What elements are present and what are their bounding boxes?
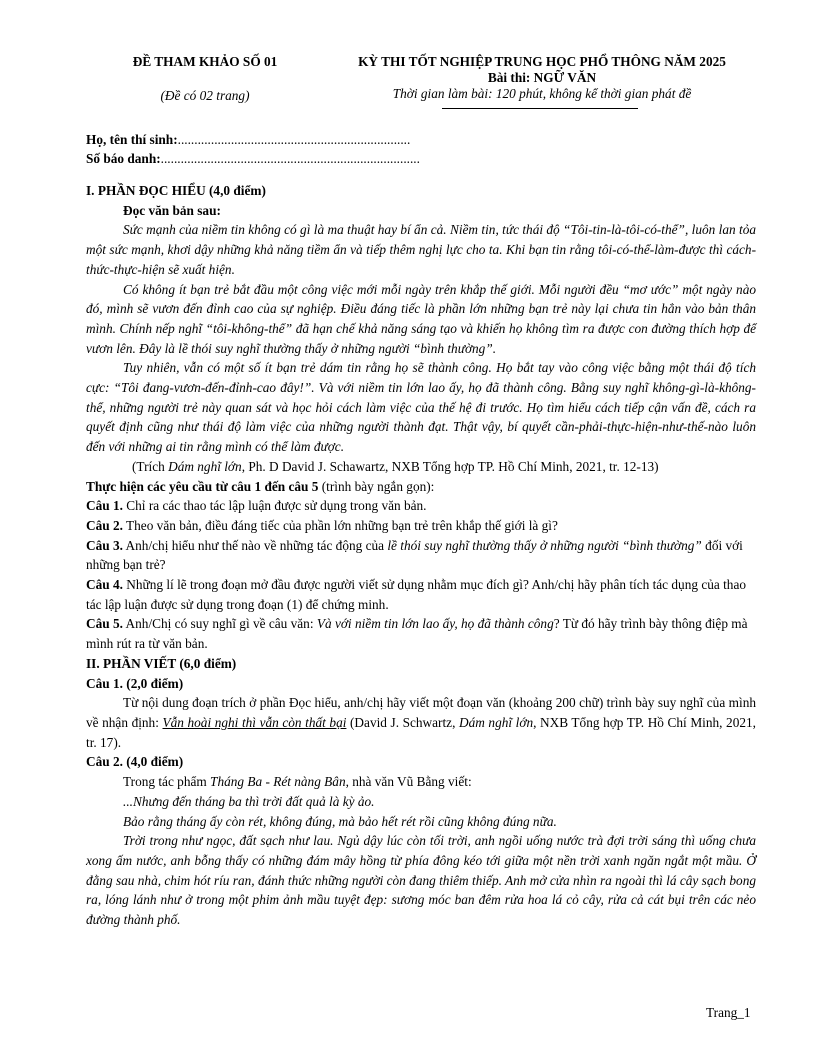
essay-2-work-title: Tháng Ba - Rét nàng Bân [210, 774, 346, 790]
question-5-text: Anh/Chị có suy nghĩ gì về câu văn: [122, 616, 317, 632]
excerpt-paragraph-3: Trời trong như ngọc, đất sạch như lau. Ngủ dậy lúc còn tối trời, anh ngồi uống nước trà đợi trời sáng thì uống chưa xong ấm nước, anh bỗng thấy có những đám mây hồng từ phía đông kéo tới giữa một nền trời xanh ngăn ngắt một mầu. Ở đằng sau nhà, chim hót ríu ran, đánh thức những người còn đang thiêm thiếp. Anh mở cửa nhìn ra ngoài thì lá cây sạch bong ra, lóng lánh như ở trong một phim ảnh mầu tuyệt đẹp: sương móc ban đêm rửa hoa lá cỏ cây, rửa cả cát bụi trên các nẻo đường thành phố. [86, 833, 756, 928]
exam-body [86, 181, 756, 930]
exam-header-right [326, 54, 758, 102]
part2-heading: II. PHẦN VIẾT (6,0 điểm) [86, 655, 237, 671]
passage-paragraph-1: Sức mạnh của niềm tin không có gì là ma thuật hay bí ẩn cả. Niềm tin, tức thái độ “Tôi-tin-là-tôi-có-thể”, luôn lan tỏa một sức mạnh, khơi dậy những khả năng tiềm ẩn và tiếp thêm nghị lực cho ta. Khi bạn tin rằng tôi-có-thể-làm-được thì cách-thức-thực-hiện sẽ xuất hiện. [86, 222, 756, 277]
question-3 [86, 536, 756, 575]
excerpt-line-2: Bảo rằng tháng ấy còn rét, không đúng, mà bảo hết rét rồi cũng không đúng nữa. [123, 813, 557, 829]
question-4 [86, 575, 756, 614]
instruction-bold: Thực hiện các yêu cầu từ câu 1 đến câu 5 [86, 478, 319, 494]
passage-paragraph-2: Có không ít bạn trẻ bắt đầu một công việc mới mỗi ngày trên khắp thế giới. Mỗi người đều “mơ ước” một ngày nào đó, mình sẽ vươn đến đỉnh cao của sự nghiệp. Điều đáng tiếc là phần lớn những bạn trẻ này lại chưa tin hẳn vào bản thân mình. Chính nếp nghĩ “tôi-không-thể” đã hạn chế khả năng sáng tạo và khiến họ không tìm ra được con đường thích hợp để vươn lên. Đây là lề thói suy nghĩ thường thấy ở những người “bình thường”. [86, 281, 756, 356]
candidate-name-blank: ...................................................................... [177, 132, 411, 147]
questions-instruction [86, 477, 756, 497]
candidate-id-label: Số báo danh: [86, 151, 161, 166]
question-1-text: Chỉ ra các thao tác lập luận được sử dụng trong văn bản. [122, 498, 427, 514]
exam-title: KỲ THI TỐT NGHIỆP TRUNG HỌC PHỔ THÔNG NĂM 2025 [358, 54, 726, 69]
source-prefix: (Trích [132, 458, 169, 474]
candidate-info [86, 130, 420, 168]
excerpt-line-1: ...Nhưng đến tháng ba thì trời đất quả là kỳ ảo. [123, 793, 375, 809]
question-5 [86, 614, 756, 653]
question-2-label: Câu 2. [86, 517, 123, 533]
header-underline [442, 108, 638, 109]
page-count-note: (Đề có 02 trang) [160, 88, 250, 103]
part2-question-2-intro [86, 772, 756, 792]
question-2 [86, 516, 756, 536]
question-5-label: Câu 5. [86, 616, 123, 632]
candidate-name-label: Họ, tên thí sinh: [86, 132, 178, 147]
part2-question-2-heading: Câu 2. (4,0 điểm) [86, 754, 184, 770]
source-book-title: Dám nghĩ lớn [168, 458, 242, 474]
question-1 [86, 496, 756, 516]
candidate-id-line [86, 149, 420, 168]
passage-paragraph-3: Tuy nhiên, vẫn có một số ít bạn trẻ dám tin rằng họ sẽ thành công. Họ bắt tay vào công việc bằng một thái độ tích cực: “Tôi đang-vươn-đến-đỉnh-cao đây!”. Và với niềm tin lớn lao ấy, họ đã thành công. Bằng suy nghĩ không-gì-là-không-thể, những người trẻ này quan sát và học hỏi cách làm việc của thế hệ đi trước. Họ tìm hiểu cách tiếp cận vấn đề, cách ra quyết định cũng như thái độ làm việc của những người thành đạt. Thật vậy, bí quyết cần-phải-thực-hiện-như-thế-nào luôn đến với những ai tin rằng mình có thể làm được. [86, 360, 756, 455]
question-4-text: Những lí lẽ trong đoạn mở đầu được người viết sử dụng nhằm mục đích gì? Anh/chị hãy phân tích tác dụng của thao tác lập luận được sử dụng trong đoạn (1) để chứng minh. [86, 577, 746, 612]
exam-subject: Bài thi: NGỮ VĂN [487, 70, 597, 85]
question-5-tail: ? Từ đó hãy trình bày thông điệp mà mình rút ra từ văn bản. [86, 616, 748, 652]
question-3-quote: lề thói suy nghĩ thường thấy ở những người “bình thường” [387, 537, 702, 553]
exam-header-left [100, 54, 310, 104]
part2-question-1-heading: Câu 1. (2,0 điểm) [86, 675, 184, 691]
passage-source [86, 457, 756, 477]
question-3-tail: đối với những bạn trẻ? [86, 537, 743, 573]
essay-1-book-title: Dám nghĩ lớn [458, 714, 534, 730]
question-3-label: Câu 3. [86, 537, 123, 553]
essay-1-publisher: , NXB Tổng hợp TP. Hồ Chí Minh, 2021, tr. 17). [86, 714, 756, 750]
part1-heading: I. PHẦN ĐỌC HIỂU (4,0 điểm) [86, 183, 266, 198]
candidate-id-blank: .............................................................................. [160, 151, 420, 166]
question-1-label: Câu 1. [86, 498, 123, 514]
essay-1-author: (David J. Schwartz, [346, 714, 459, 730]
source-details: , Ph. D David J. Schawartz, NXB Tổng hợp TP. Hồ Chí Minh, 2021, tr. 12-13) [241, 458, 659, 474]
instruction-rest: (trình bày ngắn gọn): [318, 478, 435, 494]
exam-code: ĐỀ THAM KHẢO SỐ 01 [132, 54, 278, 69]
exam-time: Thời gian làm bài: 120 phút, không kể thời gian phát đề [392, 86, 692, 101]
question-5-quote: Và với niềm tin lớn lao ấy, họ đã thành công [316, 616, 554, 632]
question-4-label: Câu 4. [86, 577, 123, 593]
essay-1-prompt: Từ nội dung đoạn trích ở phần Đọc hiểu, anh/chị hãy viết một đoạn văn (khoảng 200 chữ) trình bày suy nghĩ của mình về nhận định: [86, 695, 756, 730]
page-number: Trang_1 [706, 1005, 751, 1020]
part2-question-1-text [86, 693, 756, 752]
candidate-name-line [86, 130, 420, 149]
question-3-text: Anh/chị hiểu như thế nào về những tác động của [122, 537, 388, 553]
essay-2-author: , nhà văn Vũ Bằng viết: [345, 774, 472, 790]
essay-1-quote: Vẫn hoài nghi thì vẫn còn thất bại [162, 714, 347, 730]
question-2-text: Theo văn bản, điều đáng tiếc của phần lớn những bạn trẻ trên khắp thế giới là gì? [122, 517, 558, 533]
essay-2-intro: Trong tác phẩm [123, 774, 211, 790]
read-instruction: Đọc văn bản sau: [123, 202, 221, 218]
